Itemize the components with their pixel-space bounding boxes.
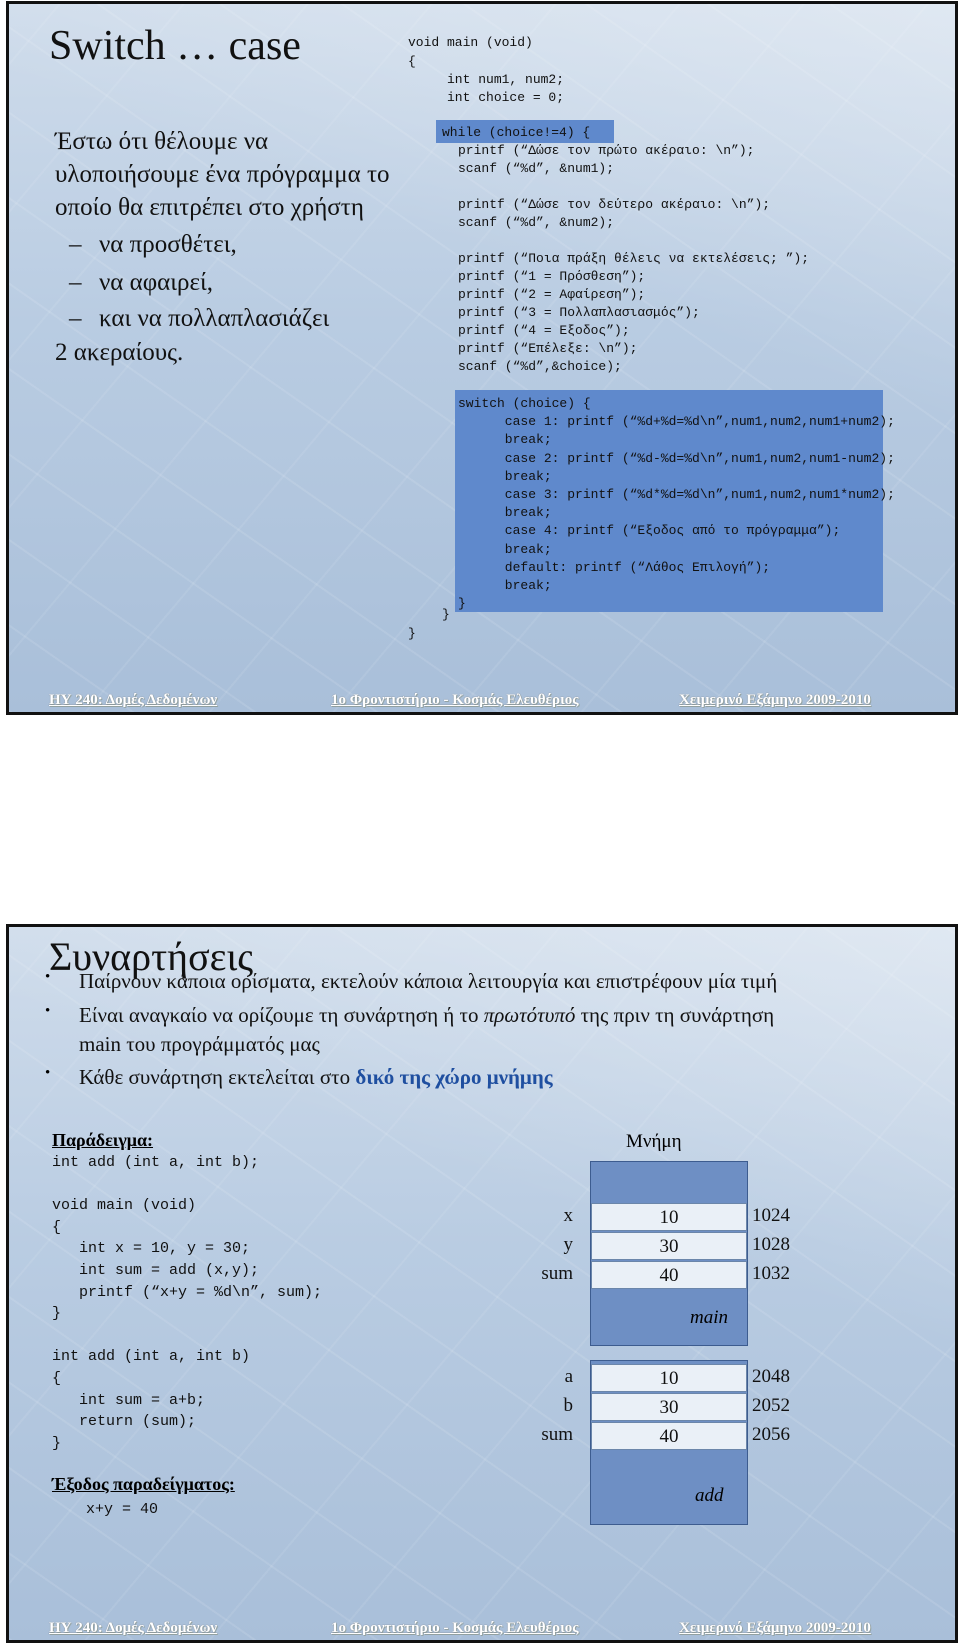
frame-label-main: main (690, 1307, 728, 1328)
code-line: int x = 10, y = 30; (52, 1240, 251, 1258)
code-line: case 3: printf (“%d*%d=%d\n”,num1,num2,num1*num2); (458, 487, 895, 502)
intro-line-3: οποίο θα επιτρέπει στο χρήστη (55, 194, 364, 221)
bullet-1: Παίρνουν κάποια ορίσματα, εκτελούν κάποια λειτουργία και επιστρέφουν μία τιμή (79, 969, 778, 993)
footer-course: ΗΥ 240: Δομές Δεδομένων (49, 692, 218, 708)
dash-bullet: – (69, 231, 82, 258)
code-line: printf (“1 = Πρόσθεση”); (458, 269, 646, 284)
memory-address: 2048 (752, 1366, 790, 1387)
memory-address: 1028 (752, 1234, 790, 1255)
code-line: break; (458, 541, 552, 557)
code-line: void main (void) (52, 1197, 197, 1215)
code-line: } (52, 1434, 62, 1452)
example-heading: Παράδειγμα: (52, 1130, 154, 1150)
dash-item-multiply: και να πολλαπλασιάζει (99, 305, 330, 332)
bullet-3-text: Κάθε συνάρτηση εκτελείται στο (79, 1065, 356, 1089)
code-line: break; (458, 468, 552, 484)
code-line: { (408, 54, 416, 69)
memory-cell-value: 10 (591, 1203, 747, 1231)
memory-var-name: b (563, 1395, 573, 1416)
bullet-2-text-end: της πριν τη συνάρτηση (575, 1003, 775, 1027)
bullet-dot: • (45, 1003, 51, 1019)
footer-tutorial: 1ο Φροντιστήριο - Κοσμάς Ελευθέριος (331, 692, 579, 708)
code-line: printf (“Δώσε τον πρώτο ακέραιο: \n”); (458, 143, 755, 158)
code-line: break; (458, 432, 552, 448)
memory-title: Μνήμη (626, 1131, 682, 1152)
output-heading: Έξοδος παραδείγματος: (52, 1474, 235, 1494)
code-line: } (458, 596, 466, 612)
slide-switch-case (6, 1, 958, 715)
code-line: { (52, 1218, 62, 1236)
footer-tutorial: 1ο Φροντιστήριο - Κοσμάς Ελευθέριος (331, 1620, 579, 1636)
footer-semester: Χειμερινό Εξάμηνο 2009-2010 (679, 1620, 871, 1636)
bullet-2-text: Είναι αναγκαίο να ορίζουμε τη συνάρτηση ή το (79, 1003, 484, 1027)
code-line-close-main: } (408, 626, 416, 641)
bullet-3-emphasis: δικό της χώρο μνήμης (355, 1065, 553, 1089)
memory-cell-value: 30 (591, 1393, 747, 1421)
code-line: int add (int a, int b) (52, 1348, 251, 1366)
memory-var-name: y (563, 1234, 573, 1255)
bullet-2-italic: πρωτότυπό (483, 1003, 576, 1027)
footer-course: ΗΥ 240: Δομές Δεδομένων (49, 1620, 218, 1636)
intro-outro: 2 ακεραίους. (55, 339, 184, 366)
code-line: { (52, 1370, 62, 1387)
memory-address: 1024 (752, 1205, 790, 1226)
bullet-2-line-2: main του προγράμματός μας (79, 1032, 320, 1056)
code-line: int num1, num2; (408, 72, 565, 87)
code-line: break; (458, 505, 552, 521)
slide-title: Switch … case (49, 23, 301, 69)
code-line: printf (“Επέλεξε: \n”); (458, 341, 638, 356)
memory-var-name: x (563, 1205, 573, 1226)
code-line-close-while: } (442, 607, 450, 622)
memory-cell-value: 40 (591, 1261, 747, 1289)
code-line: int add (int a, int b); (52, 1154, 260, 1171)
code-line: printf (“3 = Πολλαπλασιασμός”); (458, 305, 700, 320)
code-line: printf (“2 = Αφαίρεση”); (458, 287, 646, 302)
dash-bullet: – (69, 305, 82, 332)
code-line: int choice = 0; (408, 90, 565, 105)
code-line: int sum = add (x,y); (52, 1262, 260, 1279)
memory-var-name: sum (541, 1424, 573, 1445)
memory-var-name: a (564, 1366, 573, 1387)
dash-item-add: να προσθέτει, (99, 231, 237, 258)
code-line: scanf (“%d”,&choice); (458, 359, 622, 374)
memory-var-name: sum (541, 1263, 573, 1284)
bullet-dot: • (45, 969, 51, 985)
slide-title: Συναρτήσεις (49, 934, 254, 979)
code-line: printf (“Δώσε τον δεύτερο ακέραιο: \n”); (458, 197, 771, 212)
memory-address: 2052 (752, 1395, 790, 1416)
memory-cell-value: 10 (591, 1364, 747, 1392)
code-line: void main (void) (408, 35, 533, 50)
code-line: printf (“4 = Εξοδος”); (458, 323, 630, 338)
frame-label-add: add (695, 1485, 724, 1506)
dash-item-subtract: να αφαιρεί, (99, 269, 213, 296)
code-line: int sum = a+b; (52, 1391, 206, 1409)
memory-address: 1032 (752, 1263, 790, 1284)
memory-cell-value: 30 (591, 1232, 747, 1260)
code-line: return (sum); (52, 1413, 197, 1431)
code-line: } (52, 1305, 62, 1323)
memory-cell-value: 40 (591, 1422, 747, 1450)
code-line: case 1: printf (“%d+%d=%d\n”,num1,num2,num1+num2); (458, 414, 895, 430)
intro-line-1: Έστω ότι θέλουμε να (55, 128, 269, 155)
code-line: printf (“x+y = %d\n”, sum); (52, 1283, 323, 1301)
code-line: scanf (“%d”, &num2); (458, 215, 615, 230)
code-line: printf (“Ποια πράξη θέλεις να εκτελέσεις; ”); (458, 251, 810, 266)
code-line: scanf (“%d”, &num1); (458, 161, 615, 176)
code-line: default: printf (“Λάθος Επιλογή”); (458, 559, 771, 575)
footer-semester: Χειμερινό Εξάμηνο 2009-2010 (679, 692, 871, 708)
code-line: break; (458, 578, 552, 593)
bullet-3 (79, 1061, 553, 1094)
bullet-dot: • (45, 1065, 51, 1081)
memory-address: 2056 (752, 1424, 790, 1445)
dash-bullet: – (69, 269, 82, 296)
code-line: switch (choice) { (458, 396, 591, 411)
code-line: case 4: printf (“Εξοδος από το πρόγραμμα”); (458, 523, 841, 539)
code-line: case 2: printf (“%d-%d=%d\n”,num1,num2,num1-num2); (458, 450, 895, 466)
code-line-while: while (choice!=4) { (442, 125, 591, 140)
slide-functions (6, 924, 958, 1643)
intro-line-2: υλοποιήσουμε ένα πρόγραμμα το (55, 161, 390, 188)
output-value: x+y = 40 (86, 1501, 159, 1518)
